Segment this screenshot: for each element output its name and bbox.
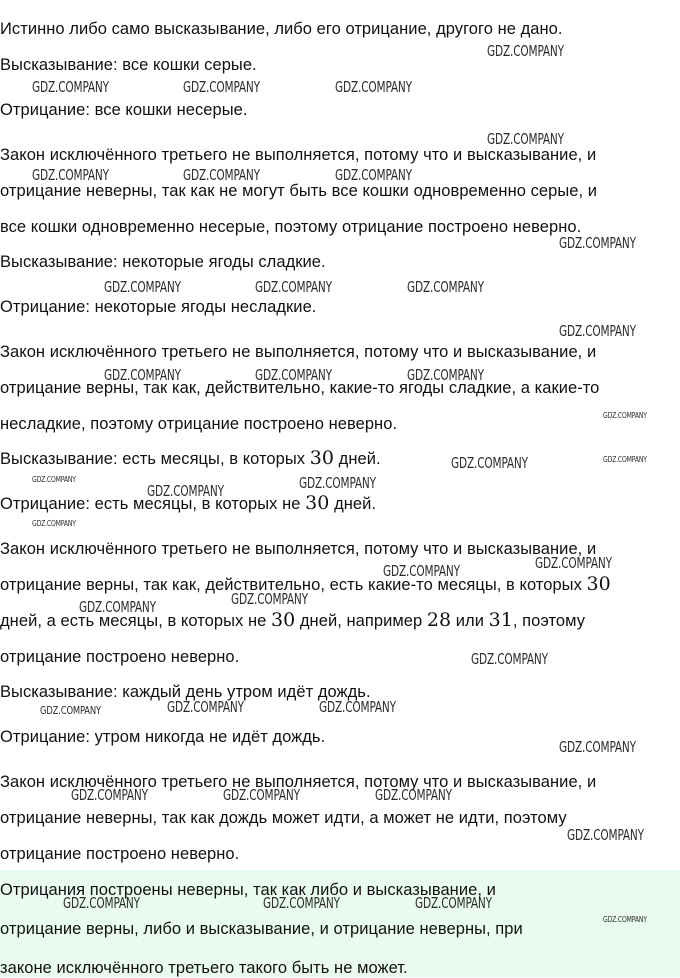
- watermark: GDZ.COMPANY: [183, 78, 260, 96]
- watermark: GDZ.COMPANY: [603, 455, 647, 464]
- watermark: GDZ.COMPANY: [319, 698, 396, 716]
- explanation-3-line-2-text: отрицание верны, так как, действительно, есть какие-то месяцы, в которых: [0, 576, 587, 594]
- watermark: GDZ.COMPANY: [32, 166, 109, 184]
- watermark: GDZ.COMPANY: [567, 826, 644, 844]
- watermark: GDZ.COMPANY: [535, 554, 612, 572]
- explanation-3-line-4: отрицание построено неверно.: [0, 648, 240, 666]
- explanation-2-line-2: отрицание верны, так как, действительно, какие-то ягоды сладкие, а какие-то: [0, 379, 600, 397]
- watermark: GDZ.COMPANY: [147, 482, 224, 500]
- watermark: GDZ.COMPANY: [104, 278, 181, 296]
- negation-4: Отрицание: утром никогда не идёт дождь.: [0, 728, 326, 746]
- number-31: 31: [488, 609, 513, 631]
- watermark: GDZ.COMPANY: [255, 366, 332, 384]
- watermark: GDZ.COMPANY: [471, 650, 548, 668]
- explanation-1-line-3: все кошки одновременно несерые, поэтому отрицание построено неверно.: [0, 218, 582, 236]
- statement-1: Высказывание: все кошки серые.: [0, 56, 257, 74]
- number-30: 30: [586, 573, 611, 595]
- explanation-3-line-3-mid: дней, например: [295, 612, 427, 630]
- watermark: GDZ.COMPANY: [451, 454, 528, 472]
- explanation-1-line-1: Закон исключённого третьего не выполняется, потому что и высказывание, и: [0, 146, 597, 164]
- explanation-4-line-2: отрицание неверны, так как дождь может идти, а может не идти, поэтому: [0, 809, 567, 827]
- watermark: GDZ.COMPANY: [559, 234, 636, 252]
- statement-2: Высказывание: некоторые ягоды сладкие.: [0, 253, 326, 271]
- watermark: GDZ.COMPANY: [183, 166, 260, 184]
- watermark: GDZ.COMPANY: [335, 166, 412, 184]
- watermark: GDZ.COMPANY: [223, 786, 300, 804]
- watermark: GDZ.COMPANY: [167, 698, 244, 716]
- watermark: GDZ.COMPANY: [263, 894, 340, 912]
- statement-3-tail: дней.: [334, 450, 381, 468]
- watermark: GDZ.COMPANY: [63, 894, 140, 912]
- negation-3-text: Отрицание: есть месяцы, в которых не: [0, 495, 306, 513]
- statement-4: Высказывание: каждый день утром идёт дождь.: [0, 683, 371, 701]
- explanation-1-line-2: отрицание неверны, так как не могут быть все кошки одновременно серые, и: [0, 182, 598, 200]
- explanation-4-line-1: Закон исключённого третьего не выполняется, потому что и высказывание, и: [0, 773, 597, 791]
- watermark: GDZ.COMPANY: [559, 322, 636, 340]
- watermark: GDZ.COMPANY: [231, 590, 308, 608]
- explanation-4-line-3: отрицание построено неверно.: [0, 845, 240, 863]
- number-30: 30: [305, 492, 330, 514]
- conclusion-line-3: законе исключённого третьего такого быть не может.: [0, 959, 408, 977]
- explanation-3-line-3-tail: , поэтому: [512, 612, 586, 630]
- number-30: 30: [270, 609, 296, 631]
- explanation-3-line-3-or: или: [451, 612, 489, 630]
- explanation-3-line-1: Закон исключённого третьего не выполняется, потому что и высказывание, и: [0, 540, 597, 558]
- watermark: GDZ.COMPANY: [299, 474, 376, 492]
- watermark: GDZ.COMPANY: [415, 894, 492, 912]
- intro-line: Истинно либо само высказывание, либо его отрицание, другого не дано.: [0, 20, 563, 38]
- watermark: GDZ.COMPANY: [487, 130, 564, 148]
- watermark: GDZ.COMPANY: [487, 42, 564, 60]
- watermark: GDZ.COMPANY: [383, 562, 460, 580]
- watermark: GDZ.COMPANY: [32, 519, 76, 528]
- watermark: GDZ.COMPANY: [32, 475, 76, 484]
- watermark: GDZ.COMPANY: [603, 915, 647, 924]
- watermark: GDZ.COMPANY: [335, 78, 412, 96]
- watermark: GDZ.COMPANY: [32, 78, 109, 96]
- watermark: GDZ.COMPANY: [375, 786, 452, 804]
- explanation-3-line-3-text: дней, а есть месяцы, в которых не: [0, 612, 271, 630]
- explanation-2-line-3: несладкие, поэтому отрицание построено неверно.: [0, 415, 398, 433]
- watermark: GDZ.COMPANY: [104, 366, 181, 384]
- number-30: 30: [309, 447, 335, 469]
- watermark: GDZ.COMPANY: [407, 278, 484, 296]
- explanation-2-line-1: Закон исключённого третьего не выполняется, потому что и высказывание, и: [0, 343, 597, 361]
- watermark: GDZ.COMPANY: [71, 786, 148, 804]
- negation-1: Отрицание: все кошки несерые.: [0, 101, 248, 119]
- watermark: GDZ.COMPANY: [79, 598, 156, 616]
- watermark: GDZ.COMPANY: [255, 278, 332, 296]
- conclusion-line-2: отрицание верны, либо и высказывание, и отрицание неверны, при: [0, 920, 523, 938]
- statement-3: [0, 448, 381, 469]
- watermark: GDZ.COMPANY: [603, 411, 647, 420]
- statement-3-text: Высказывание: есть месяцы, в которых: [0, 450, 310, 468]
- watermark: GDZ.COMPANY: [559, 738, 636, 756]
- watermark: GDZ.COMPANY: [40, 704, 101, 717]
- watermark: GDZ.COMPANY: [407, 366, 484, 384]
- number-28: 28: [426, 609, 452, 631]
- negation-3-tail: дней.: [329, 495, 377, 513]
- conclusion-line-1: Отрицания построены неверны, так как либо и высказывание, и: [0, 881, 496, 899]
- negation-2: Отрицание: некоторые ягоды несладкие.: [0, 298, 317, 316]
